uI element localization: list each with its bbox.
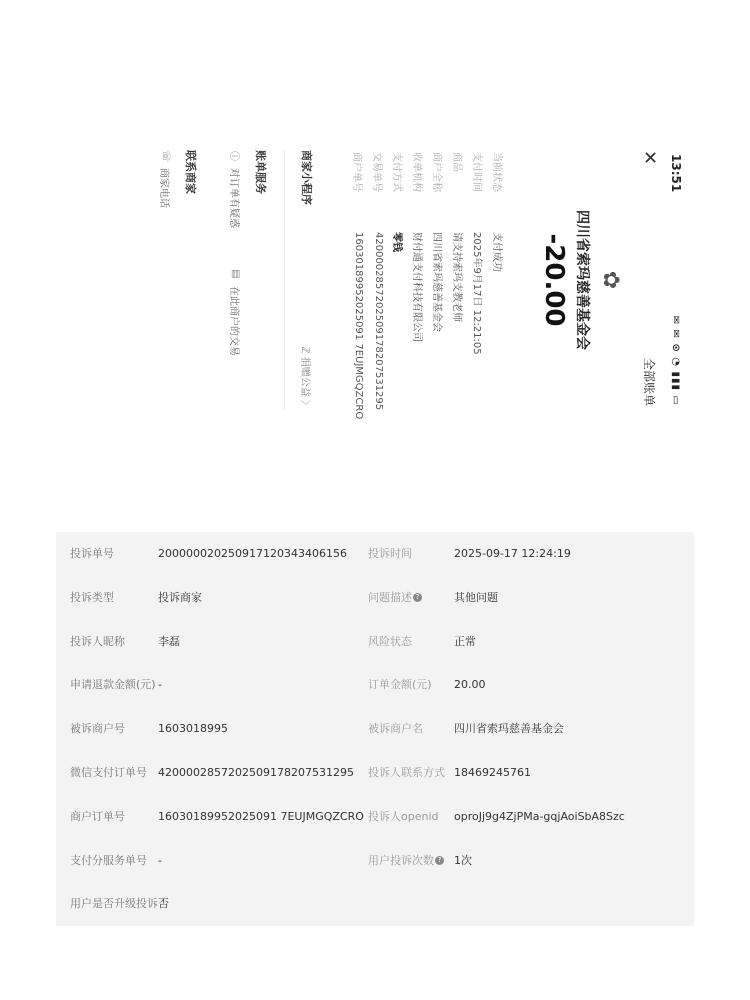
receipt-detail-label: 商品 bbox=[451, 152, 463, 172]
field-value: - bbox=[158, 853, 162, 867]
receipt-detail-value: 财付通支付科技有限公司 bbox=[411, 232, 423, 342]
receipt-detail-row bbox=[349, 140, 369, 420]
receipt-detail-row bbox=[409, 140, 429, 420]
field-value: 18469245761 bbox=[454, 766, 531, 779]
contact-merchant-section bbox=[158, 150, 199, 410]
receipt-detail-value: 请支持索玛支教老师 bbox=[451, 232, 463, 322]
field-value: 其他问题 bbox=[454, 590, 498, 604]
field-label: 商户订单号 bbox=[70, 809, 125, 823]
field-label: 被诉商户号 bbox=[70, 722, 125, 736]
field-value: 四川省索玛慈善基金会 bbox=[454, 722, 564, 736]
merchant-transactions-link[interactable]: ▤ 在此商户的交易 bbox=[228, 269, 241, 356]
field-label: 投诉人昵称 bbox=[70, 634, 125, 648]
mini-program-title: 商家小程序 bbox=[300, 150, 313, 205]
receipt-detail-label: 支付方式 bbox=[391, 152, 403, 192]
merchant-logo-icon: ✿ bbox=[598, 270, 623, 290]
field-label: 支付分服务单号 bbox=[70, 853, 147, 867]
mini-program-link[interactable]: ℤ 捐赠公益 〉 bbox=[299, 346, 311, 410]
contact-merchant-title: 联系商家 bbox=[184, 150, 197, 194]
field-label: 用户是否升级投诉 bbox=[70, 897, 158, 911]
receipt-detail-value: 零钱 bbox=[391, 232, 403, 252]
complaint-row bbox=[56, 620, 694, 664]
close-icon[interactable]: ✕ bbox=[639, 150, 661, 166]
field-value: - bbox=[158, 678, 162, 692]
receipt-detail-value: 16030189952025091 7EUJMGQZCRO bbox=[353, 232, 365, 420]
field-value: 李磊 bbox=[158, 634, 180, 648]
complaint-row bbox=[56, 707, 694, 751]
field-label-wrap bbox=[368, 576, 422, 620]
field-label-wrap bbox=[368, 620, 412, 664]
order-service-section bbox=[228, 150, 269, 410]
complaint-detail-panel bbox=[56, 532, 694, 926]
field-value: 正常 bbox=[454, 634, 476, 648]
help-icon[interactable]: ? bbox=[435, 856, 444, 865]
mini-program-card[interactable] bbox=[284, 150, 329, 410]
receipt-detail-value: 支付成功 bbox=[491, 232, 503, 272]
receipt-detail-row bbox=[469, 140, 489, 420]
receipt-detail-row bbox=[389, 140, 409, 420]
receipt-nav bbox=[639, 150, 661, 406]
complaint-row bbox=[56, 663, 694, 707]
field-value: 1603018995 bbox=[158, 722, 228, 736]
field-label-wrap bbox=[368, 751, 445, 795]
receipt-detail-value: 4200002857202509178207531295 bbox=[373, 232, 385, 411]
field-label: 被诉商户名 bbox=[368, 722, 423, 736]
complaint-row bbox=[56, 576, 694, 620]
receipt-detail-label: 商户全称 bbox=[431, 152, 443, 192]
phone-icon: ☏ bbox=[160, 150, 171, 163]
field-label: 投诉人联系方式 bbox=[368, 766, 445, 779]
field-label: 问题描述 bbox=[368, 590, 412, 604]
receipt-screenshot bbox=[45, 140, 695, 420]
order-service-title: 账单服务 bbox=[254, 150, 267, 194]
status-time: 13:51 bbox=[669, 154, 683, 193]
field-label-wrap bbox=[368, 707, 423, 751]
order-doubt-link[interactable]: ⓘ 对订单有疑惑 bbox=[228, 150, 243, 228]
field-label: 申请退款金额(元) bbox=[70, 678, 156, 692]
field-value: 否 bbox=[158, 897, 169, 911]
receipt-detail-label: 当前状态 bbox=[491, 152, 503, 192]
complaint-row bbox=[56, 795, 694, 839]
complaint-row bbox=[56, 751, 694, 795]
receipt-details bbox=[349, 140, 509, 420]
complaint-row bbox=[56, 839, 694, 883]
field-label-wrap bbox=[368, 532, 412, 576]
field-value: 1次 bbox=[454, 853, 472, 867]
receipt-detail-row bbox=[429, 140, 449, 420]
field-label-wrap bbox=[368, 663, 432, 707]
merchant-name: 四川省索玛慈善基金会 bbox=[574, 210, 590, 350]
field-label-wrap bbox=[368, 795, 439, 839]
document-icon: ▤ bbox=[230, 269, 241, 279]
status-bar bbox=[665, 154, 687, 406]
complaint-row bbox=[56, 882, 694, 926]
field-value: 2025-09-17 12:24:19 bbox=[454, 547, 571, 560]
complaint-row bbox=[56, 532, 694, 576]
help-icon[interactable]: ? bbox=[413, 593, 422, 602]
receipt-detail-row bbox=[489, 140, 509, 420]
field-label: 订单金额(元) bbox=[368, 678, 432, 692]
field-label: 微信支付订单号 bbox=[70, 766, 147, 779]
receipt-phone-screen bbox=[45, 140, 695, 420]
merchant-phone-link[interactable]: ☏ 商家电话 bbox=[158, 150, 171, 208]
field-value: 4200002857202509178207531295 bbox=[158, 766, 354, 779]
status-icons: ✉ ✉ ⊙ ◔ ▮▮▮ ▭ bbox=[670, 315, 682, 406]
field-value: 16030189952025091 7EUJMGQZCRO bbox=[158, 809, 364, 823]
field-value: 20.00 bbox=[454, 678, 486, 692]
field-value: 投诉商家 bbox=[158, 590, 202, 604]
field-label: 投诉时间 bbox=[368, 547, 412, 560]
field-label: 投诉人openid bbox=[368, 809, 439, 823]
payment-amount: -20.00 bbox=[539, 233, 569, 327]
receipt-detail-value: 2025年9月17日 12:21:05 bbox=[471, 232, 483, 355]
receipt-detail-label: 支付时间 bbox=[471, 152, 483, 192]
field-label: 投诉单号 bbox=[70, 547, 114, 560]
all-bills-link[interactable]: 全部账单 bbox=[642, 357, 657, 406]
field-label: 用户投诉次数 bbox=[368, 853, 434, 867]
field-label: 风险状态 bbox=[368, 634, 412, 648]
receipt-detail-value: 四川省索玛慈善基金会 bbox=[431, 232, 443, 332]
receipt-detail-row bbox=[449, 140, 469, 420]
receipt-detail-label: 交易单号 bbox=[371, 152, 383, 192]
receipt-detail-label: 收单机构 bbox=[411, 152, 423, 192]
receipt-detail-row bbox=[369, 140, 389, 420]
receipt-detail-label: 商户单号 bbox=[351, 152, 363, 192]
field-value: oproJj9g4ZjPMa-gqjAoiSbA8Szc bbox=[454, 809, 625, 823]
field-label-wrap bbox=[368, 839, 444, 883]
question-icon: ⓘ bbox=[228, 151, 239, 161]
field-value: 200000020250917120343406156 bbox=[158, 547, 347, 560]
field-label: 投诉类型 bbox=[70, 590, 114, 604]
